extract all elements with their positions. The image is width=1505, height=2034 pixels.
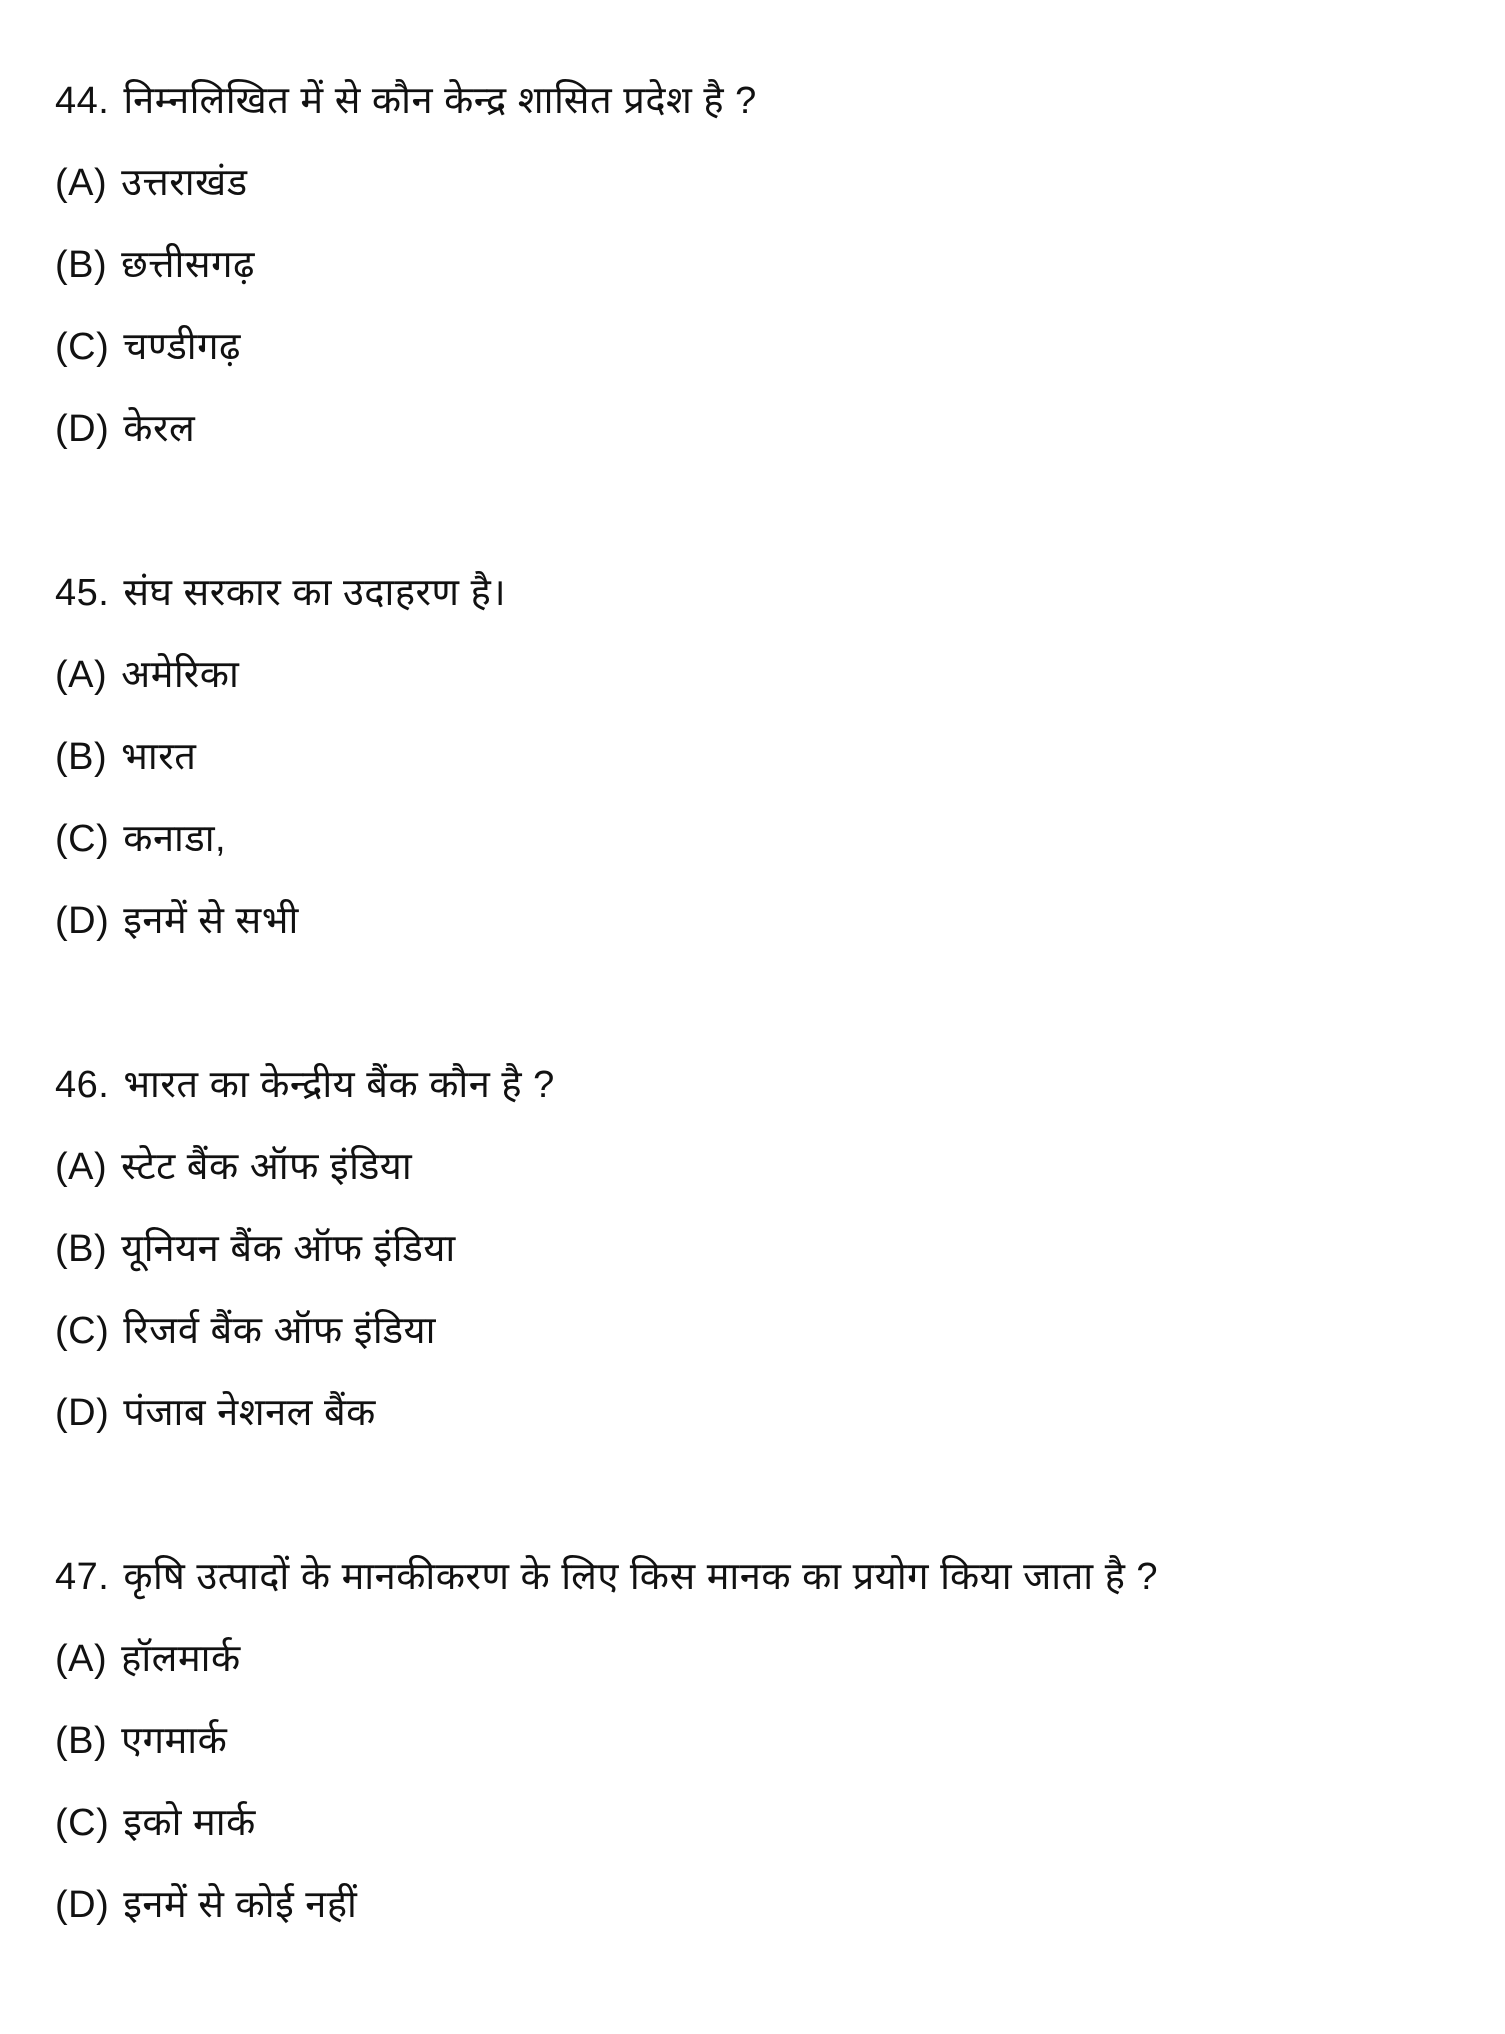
- option-label: (B): [55, 736, 108, 778]
- question-44: [55, 60, 1465, 470]
- answer-option: [55, 634, 1465, 716]
- answer-option: [55, 798, 1465, 880]
- option-label: (D): [55, 1392, 110, 1434]
- option-text: स्टेट बैंक ऑफ इंडिया: [121, 1146, 413, 1188]
- answer-option: [55, 1372, 1465, 1454]
- option-text: यूनियन बैंक ऑफ इंडिया: [121, 1228, 456, 1270]
- option-text: भारत: [121, 736, 197, 778]
- option-label: (A): [55, 654, 108, 696]
- question-stem: [55, 1044, 1465, 1126]
- option-label: (C): [55, 1802, 110, 1844]
- answer-option: [55, 1208, 1465, 1290]
- option-label: (C): [55, 1310, 110, 1352]
- option-text: रिजर्व बैंक ऑफ इंडिया: [123, 1310, 436, 1352]
- answer-option: [55, 1618, 1465, 1700]
- option-text: इनमें से कोई नहीं: [123, 1884, 358, 1926]
- option-label: (A): [55, 1146, 108, 1188]
- answer-option: [55, 1126, 1465, 1208]
- answer-option: [55, 142, 1465, 224]
- answer-option: [55, 306, 1465, 388]
- question-number: 45.: [55, 572, 110, 614]
- option-text: कनाडा,: [123, 818, 227, 860]
- answer-option: [55, 880, 1465, 962]
- option-text: हॉलमार्क: [121, 1638, 241, 1680]
- answer-option: [55, 224, 1465, 306]
- option-text: उत्तराखंड: [121, 162, 248, 204]
- question-stem: [55, 60, 1465, 142]
- answer-option: [55, 388, 1465, 470]
- option-label: (B): [55, 1228, 108, 1270]
- question-sheet: [55, 60, 1465, 2028]
- question-number: 46.: [55, 1064, 110, 1106]
- question-text: भारत का केन्द्रीय बैंक कौन है ?: [123, 1064, 555, 1106]
- answer-option: [55, 1290, 1465, 1372]
- option-text: अमेरिका: [121, 654, 240, 696]
- option-text: चण्डीगढ़: [123, 326, 241, 368]
- answer-option: [55, 1864, 1465, 1946]
- question-46: [55, 1044, 1465, 1454]
- question-text: संघ सरकार का उदाहरण है।: [123, 572, 507, 614]
- answer-option: [55, 716, 1465, 798]
- question-stem: [55, 552, 1465, 634]
- question-47: [55, 1536, 1465, 1946]
- option-label: (C): [55, 326, 110, 368]
- answer-option: [55, 1700, 1465, 1782]
- option-label: (A): [55, 1638, 108, 1680]
- option-label: (B): [55, 1720, 108, 1762]
- question-number: 44.: [55, 80, 110, 122]
- question-45: [55, 552, 1465, 962]
- option-label: (D): [55, 408, 110, 450]
- option-text: केरल: [123, 408, 196, 450]
- option-label: (B): [55, 244, 108, 286]
- option-text: पंजाब नेशनल बैंक: [123, 1392, 376, 1434]
- option-label: (D): [55, 1884, 110, 1926]
- option-text: छत्तीसगढ़: [121, 244, 255, 286]
- question-stem: [55, 1536, 1465, 1618]
- option-text: इनमें से सभी: [123, 900, 299, 942]
- answer-option: [55, 1782, 1465, 1864]
- option-label: (D): [55, 900, 110, 942]
- option-text: एगमार्क: [121, 1720, 228, 1762]
- question-text: निम्नलिखित में से कौन केन्द्र शासित प्रदेश है ?: [123, 80, 757, 122]
- option-label: (A): [55, 162, 108, 204]
- question-number: 47.: [55, 1556, 110, 1598]
- question-text: कृषि उत्पादों के मानकीकरण के लिए किस मानक का प्रयोग किया जाता है ?: [123, 1556, 1159, 1598]
- option-label: (C): [55, 818, 110, 860]
- option-text: इको मार्क: [123, 1802, 256, 1844]
